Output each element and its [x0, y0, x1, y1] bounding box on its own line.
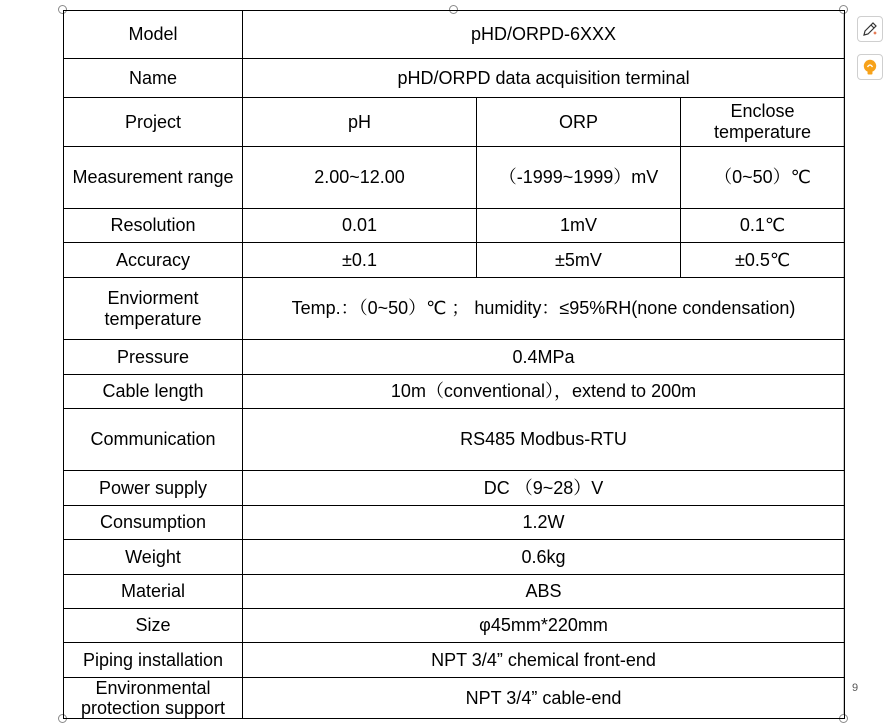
idea-button[interactable] — [857, 54, 883, 80]
table-row — [64, 98, 845, 147]
row-label: Project — [64, 98, 243, 147]
table-row — [64, 575, 845, 609]
cell-orp: （-1999~1999）mV — [477, 147, 681, 209]
cell-orp: ±5mV — [477, 243, 681, 278]
table-row — [64, 59, 845, 98]
table-row — [64, 678, 845, 719]
table-row — [64, 540, 845, 575]
row-value: 0.4MPa — [243, 340, 845, 375]
table-row — [64, 340, 845, 375]
row-value: φ45mm*220mm — [243, 609, 845, 643]
row-label: Model — [64, 11, 243, 59]
cell-ph: ±0.1 — [243, 243, 477, 278]
cell-temperature: ±0.5℃ — [681, 243, 845, 278]
row-value: NPT 3/4” chemical front-end — [243, 643, 845, 678]
cell-orp: ORP — [477, 98, 681, 147]
cell-ph: pH — [243, 98, 477, 147]
row-label: Enviorment temperature — [64, 278, 243, 340]
page-number: 9 — [852, 682, 859, 694]
row-value: DC （9~28）V — [243, 471, 845, 506]
row-value: 10m（conventional），extend to 200m — [243, 375, 845, 409]
pen-sparkle-icon — [861, 20, 879, 38]
table-row — [64, 609, 845, 643]
cell-ph: 2.00~12.00 — [243, 147, 477, 209]
row-value: Temp.：（0~50）℃ ； humidity：≤95%RH(none condensation) — [243, 278, 845, 340]
table-row — [64, 409, 845, 471]
row-value: pHD/ORPD-6XXX — [243, 11, 845, 59]
row-label: Weight — [64, 540, 243, 575]
row-label: Communication — [64, 409, 243, 471]
cell-ph: 0.01 — [243, 209, 477, 243]
row-label: Name — [64, 59, 243, 98]
row-value: RS485 Modbus-RTU — [243, 409, 845, 471]
edit-button[interactable] — [857, 16, 883, 42]
row-value: ABS — [243, 575, 845, 609]
table-row — [64, 11, 845, 59]
table-row — [64, 209, 845, 243]
row-label: Consumption — [64, 506, 243, 540]
table-row — [64, 147, 845, 209]
row-label: Measurement range — [64, 147, 243, 209]
row-label: Material — [64, 575, 243, 609]
table-row — [64, 243, 845, 278]
row-label: Environmental protection support — [64, 678, 243, 719]
cell-temperature: Enclose temperature — [681, 98, 845, 147]
row-value: NPT 3/4” cable-end — [243, 678, 845, 719]
row-label: Size — [64, 609, 243, 643]
table-row — [64, 278, 845, 340]
table-row — [64, 643, 845, 678]
row-value: 0.6kg — [243, 540, 845, 575]
row-value: 1.2W — [243, 506, 845, 540]
lightbulb-icon — [861, 58, 879, 76]
row-label: Pressure — [64, 340, 243, 375]
cell-orp: 1mV — [477, 209, 681, 243]
row-label: Cable length — [64, 375, 243, 409]
row-value: pHD/ORPD data acquisition terminal — [243, 59, 845, 98]
row-label: Resolution — [64, 209, 243, 243]
row-label: Accuracy — [64, 243, 243, 278]
row-label: Piping installation — [64, 643, 243, 678]
row-label: Power supply — [64, 471, 243, 506]
cell-temperature: （0~50）℃ — [681, 147, 845, 209]
cell-temperature: 0.1℃ — [681, 209, 845, 243]
table-row — [64, 375, 845, 409]
spec-table — [63, 10, 845, 719]
table-row — [64, 471, 845, 506]
table-row — [64, 506, 845, 540]
